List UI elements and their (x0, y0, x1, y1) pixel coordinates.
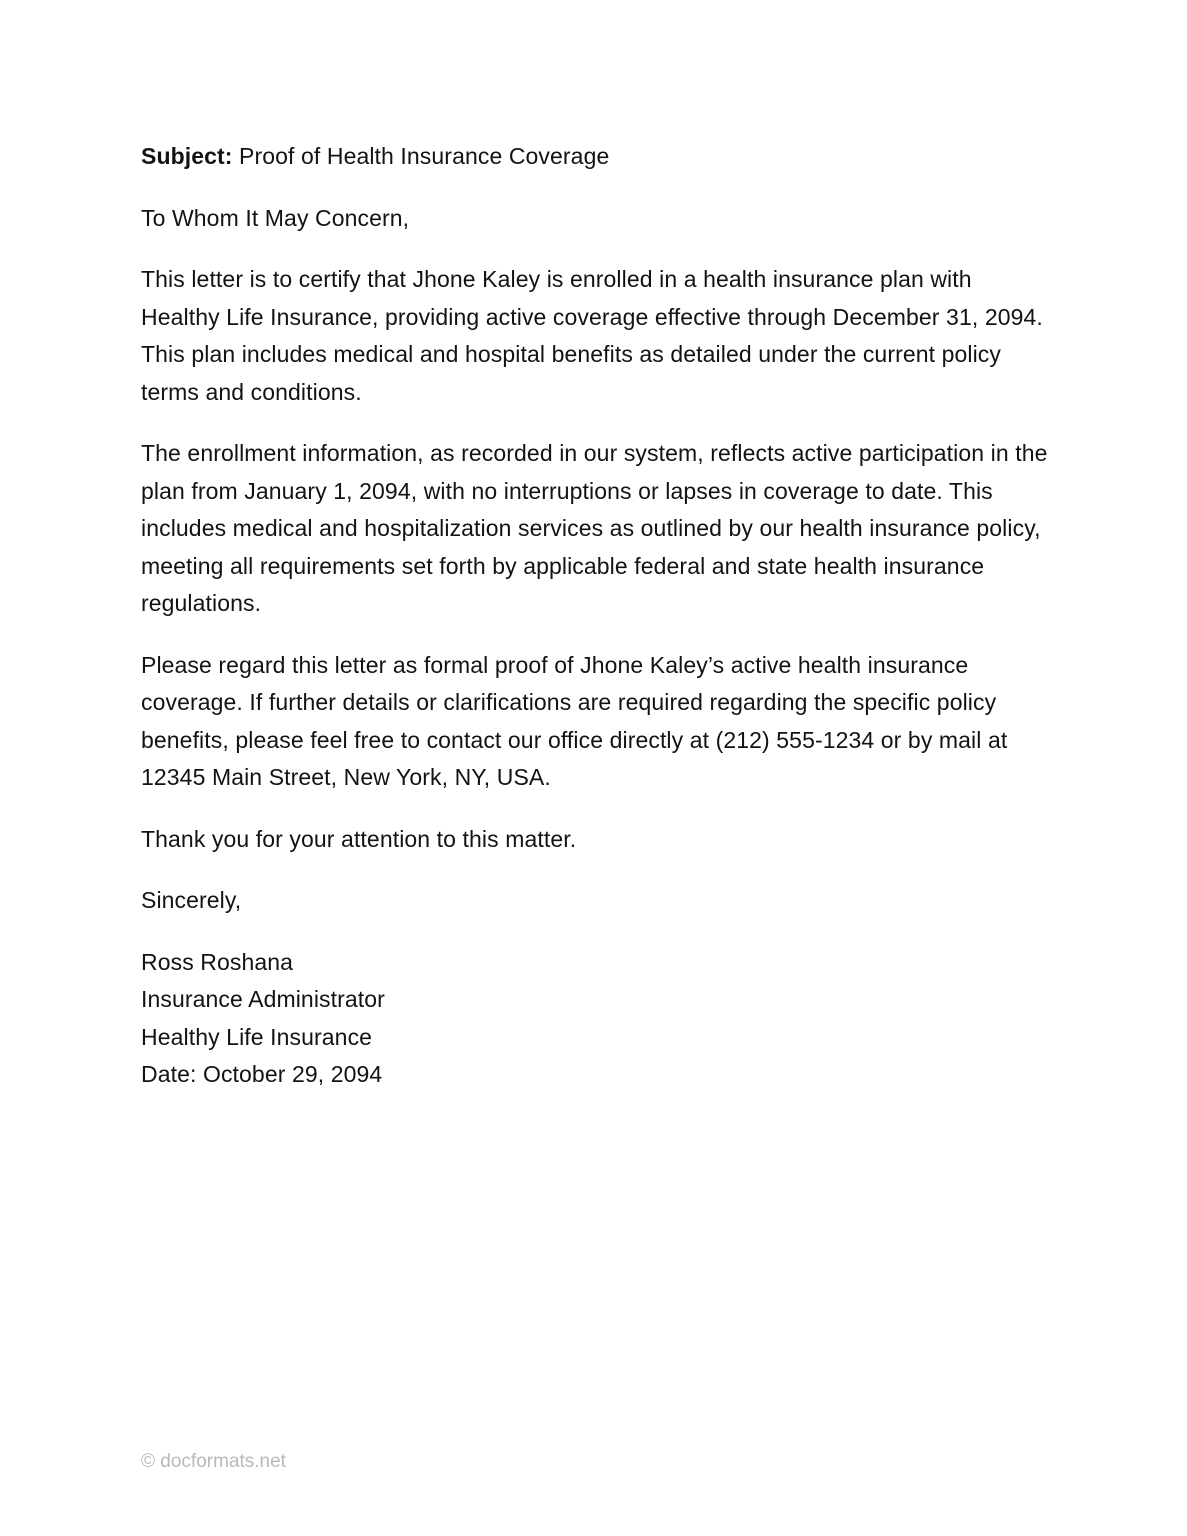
signature-company: Healthy Life Insurance (141, 1023, 373, 1050)
subject-line (141, 138, 1056, 176)
signature-title: Insurance Administrator (141, 986, 385, 1012)
signature-date: Date: October 29, 2094 (141, 1061, 383, 1087)
paragraph-enrollment: The enrollment information, as recorded in our system, reflects active participation in the plan from January 1, 2094, with no interruptions or lapses in coverage to date. This includes medical and hospitalization services as outlined by our health insurance policy, meeting all requirements set forth by applicable federal and state health insurance regulations. (141, 440, 1048, 616)
paragraph-certification: This letter is to certify that Jhone Kaley is enrolled in a health insurance plan with Healthy Life Insurance, providing active coverage effective through December 31, 2094. This plan includes medical and hospital benefits as detailed under the current policy terms and conditions. (141, 266, 1043, 405)
subject-label: Subject: (141, 143, 233, 169)
footer-credit: © docformats.net (141, 1451, 286, 1472)
closing-thanks: Thank you for your attention to this matter. (141, 825, 577, 852)
subject-text: Proof of Health Insurance Coverage (232, 143, 610, 169)
signature-block (141, 944, 1056, 1094)
closing-sincerely: Sincerely, (141, 887, 242, 913)
salutation: To Whom It May Concern, (141, 204, 410, 231)
paragraph-contact: Please regard this letter as formal proof of Jhone Kaley’s active health insurance coverage. If further details or clarifications are required regarding the specific policy benefits, please feel free to contact our office directly at (212) 555-1234 or by mail at 12345 Main Street, New York, NY, USA. (141, 651, 1008, 790)
signature-name: Ross Roshana (141, 948, 294, 975)
letter-body (141, 138, 1056, 1094)
